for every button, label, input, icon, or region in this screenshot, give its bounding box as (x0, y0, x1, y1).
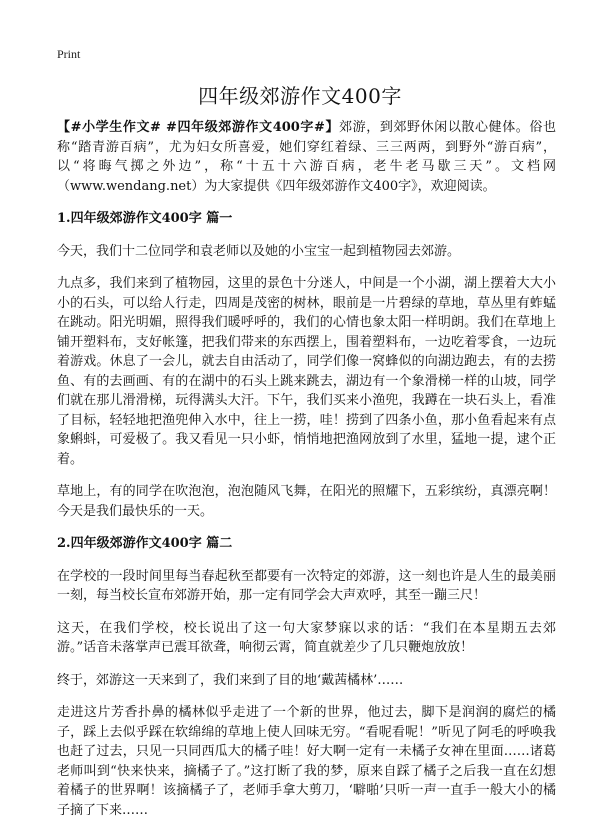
page-title: 四年级郊游作文400字 (198, 84, 402, 108)
section-2-paragraph-3: 终于，郊游这一天来到了，我们来到了目的地‘戴茜橘林’…… (57, 672, 404, 688)
section-1-paragraph-2: 九点多，我们来到了植物园，这里的景色十分迷人，中间是一个小湖，湖上摆着大大小小的石头，可以给人行走，四周是茂密的树林，眼前是一片碧绿的草地，草丛里有蚱蜢在跳动。阳光明媚，照得我们暖呼呼的，我们的心情也象太阳一样明朗。我们在草地上铺开塑料布，支好帐篷，把我们带来的东西摆上，围着塑料布，一边吃着零食，一边玩着游戏。休息了一会儿，就去自由活动了，同学们像一窝蜂似的向湖边跑去，有的去捞鱼、有的去画画、有的在湖中的石头上跳来跳去，湖边有一个象滑梯一样的山坡，同学们就在那儿滑滑梯，玩得满头大汗。下午，我们买来小渔兜，我蹲在一块石头上，看准了目标，轻轻地把渔兜伸入水中，往上一捞，哇！捞到了四条小鱼，那小鱼看起来有点象蝌蚪，可爱极了。我又看见一只小虾，悄悄地把渔网放到了水里，猛地一提，逮个正着。 (57, 276, 556, 467)
section-heading-2: 2.四年级郊游作文400字 篇二 (57, 536, 233, 551)
section-1-paragraph-3: 草地上，有的同学在吹泡泡，泡泡随风飞舞，在阳光的照耀下，五彩缤纷，真漂亮啊！今天是我们最快乐的一天。 (57, 484, 556, 519)
intro-tag: 【#小学生作文# #四年级郊游作文400字#】 (57, 120, 340, 135)
section-1-paragraph-1: 今天，我们十二位同学和袁老师以及她的小宝宝一起到植物园去郊游。 (57, 243, 461, 259)
print-label: Print (57, 47, 81, 61)
intro-text: 郊游，到郊野休闲以散心健体。俗也称“踏青游百病”，尤为妇女所喜爱，她们穿红着绿、三三两两，到野外“游百病”，以“将晦气掷之外边”，称“十五十六游百病，老牛老马歇三天”。文档网（www.wendang.net）为大家提供《四年级郊游作文400字》，欢迎阅读。 (57, 120, 556, 194)
section-2-paragraph-1: 在学校的一段时间里每当春起秋至都要有一次特定的郊游，这一刻也许是人生的最美丽一刻，每当校长宣布郊游开始，那一定有同学会大声欢呼，其至一蹦三尺！ (57, 568, 556, 603)
intro-paragraph (57, 118, 556, 196)
section-2-paragraph-4: 走进这片芳香扑鼻的橘林似乎走进了一个新的世界，他过去，脚下是润润的腐烂的橘子，踩上去似乎踩在软绵绵的草地上使人回味无穷。“看呢看呢！”听见了阿毛的呼唤我也赶了过去，只见一只同西瓜大的橘子哇！好大啊一定有一未橘子女神在里面……诸葛老师叫到“快来快来，摘橘子了。”这打断了我的梦，原来自踩了橘子之后我一直在幻想着橘子的世界啊！该摘橘子了，老师手拿大剪刀，‘噼啪’只听一声一直手一般大小的橘子摘了下来…… (57, 705, 556, 818)
section-2-paragraph-2: 这天，在我们学校，校长说出了这一句大家梦寐以求的话：“我们在本星期五去郊游。”话音未落掌声已震耳欲聋，响彻云霄，简直就差少了几只鞭炮放放！ (57, 620, 556, 655)
section-heading-1: 1.四年级郊游作文400字 篇一 (57, 211, 233, 226)
article-body (57, 118, 556, 833)
